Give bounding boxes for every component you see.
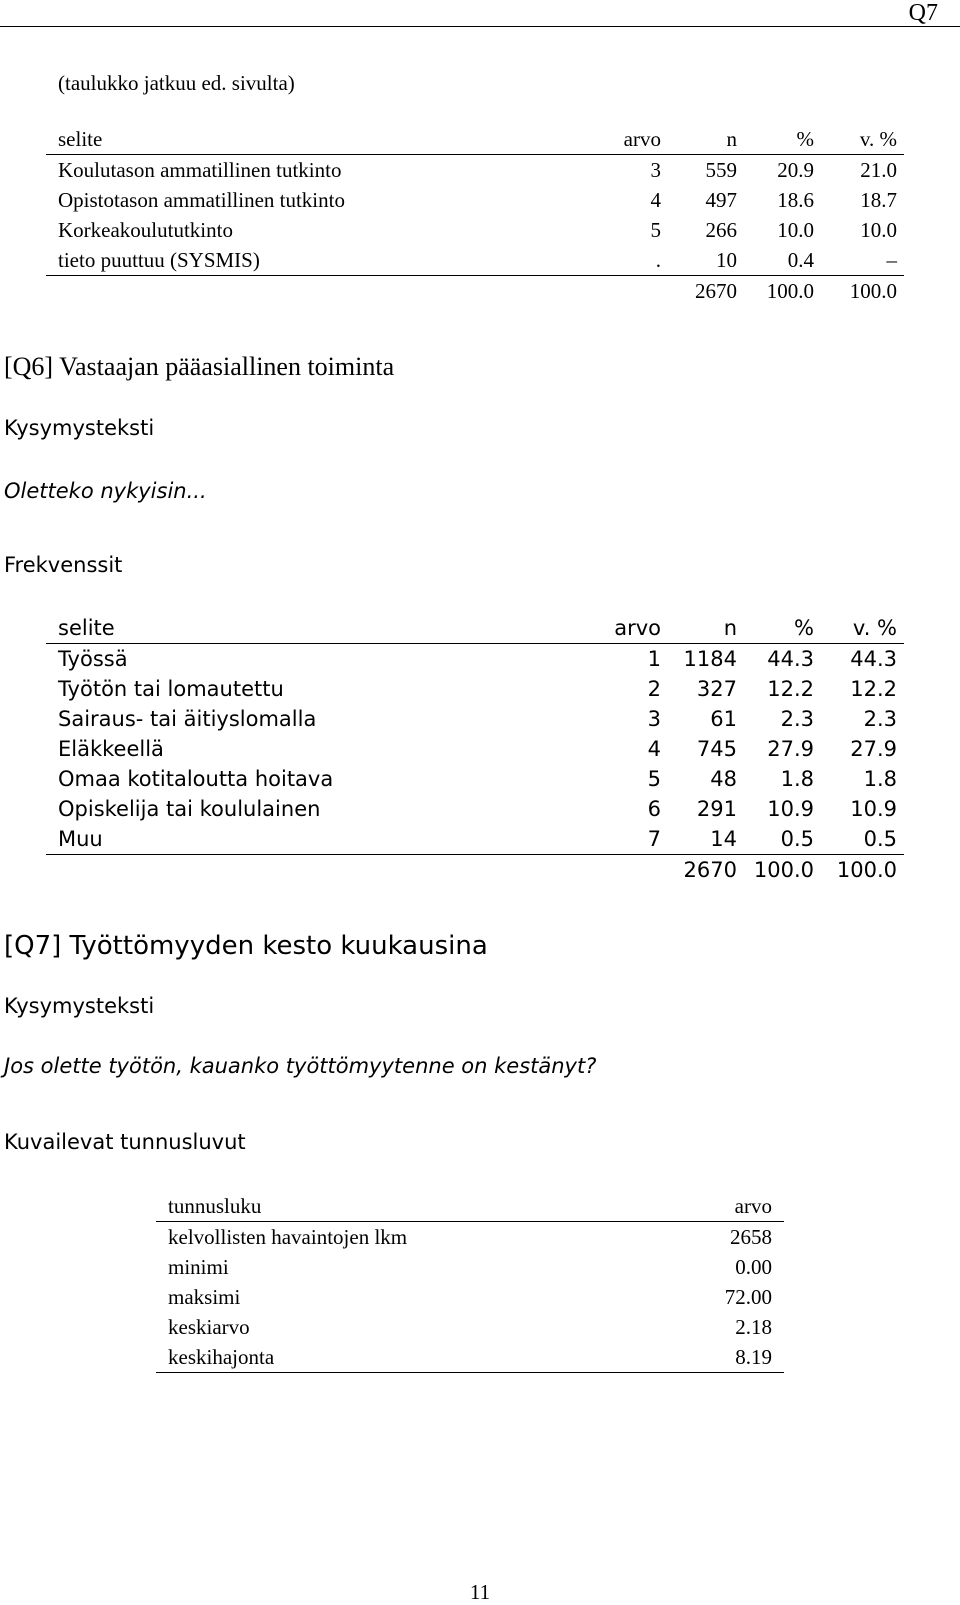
table-row <box>46 824 904 855</box>
table-cell: 10.9 <box>850 797 897 821</box>
table-cell: 10.0 <box>777 218 814 242</box>
column-header: % <box>737 124 814 155</box>
table-row <box>46 794 904 824</box>
column-header: tunnusluku <box>156 1191 588 1222</box>
table-cell: 6 <box>647 797 661 821</box>
table-row <box>46 674 904 704</box>
table-row <box>46 245 904 276</box>
table-row <box>46 644 904 675</box>
table-cell: 327 <box>696 677 737 701</box>
table-cell: 1.8 <box>780 767 814 791</box>
table-cell: 48 <box>710 767 737 791</box>
table-cell: 7 <box>613 824 661 855</box>
table-cell: 0.5 <box>737 824 814 855</box>
table-cell: 27.9 <box>767 737 814 761</box>
column-header: n <box>661 613 737 644</box>
table-cell: 745 <box>696 737 737 761</box>
table-cell: 3 <box>650 158 661 182</box>
table-cell: Eläkkeellä <box>58 737 164 761</box>
table-cell: Opistotason ammatillinen tutkinto <box>58 188 345 212</box>
table-row <box>156 1312 784 1342</box>
table-cell: 559 <box>705 158 737 182</box>
total-cell <box>613 276 661 307</box>
column-header: arvo <box>588 1191 784 1222</box>
q7-descriptives-table <box>156 1191 784 1373</box>
table-header-row <box>156 1191 784 1222</box>
total-cell: 100.0 <box>849 279 897 303</box>
total-cell <box>46 276 613 307</box>
table-cell: 10.0 <box>860 218 897 242</box>
table-row <box>156 1282 784 1312</box>
table-row <box>156 1222 784 1253</box>
column-header: n <box>661 124 737 155</box>
table-cell: 2.3 <box>863 707 897 731</box>
q7-question-heading: Kysymysteksti <box>4 994 155 1018</box>
table-cell: 1.8 <box>863 767 897 791</box>
q7-descriptives-heading: Kuvailevat tunnusluvut <box>4 1130 246 1154</box>
table-cell: Korkeakoulututkinto <box>58 218 233 242</box>
table-header-row <box>46 124 904 155</box>
table-cell: tieto puuttuu (SYSMIS) <box>46 245 613 276</box>
table-cell: minimi <box>168 1255 229 1279</box>
table-cell: keskihajonta <box>156 1342 588 1373</box>
table-cell: keskiarvo <box>168 1315 250 1339</box>
table-cell: Työtön tai lomautettu <box>58 677 284 701</box>
column-header: arvo <box>613 613 661 644</box>
total-cell <box>613 855 661 886</box>
table-cell: 3 <box>647 707 661 731</box>
q6-title: [Q6] Vastaajan pääasiallinen toiminta <box>4 352 395 381</box>
table-cell: 5 <box>647 767 661 791</box>
running-header-label: Q7 <box>908 0 938 26</box>
table-row <box>156 1342 784 1373</box>
frequency-table-continued <box>46 124 904 306</box>
table-header-row <box>46 613 904 644</box>
table-cell: 8.19 <box>588 1342 784 1373</box>
column-header: % <box>737 613 814 644</box>
table-cell: 266 <box>705 218 737 242</box>
table-cell: 497 <box>705 188 737 212</box>
column-header: selite <box>46 124 613 155</box>
column-header: v. % <box>814 124 904 155</box>
table-row <box>46 704 904 734</box>
table-cell: 0.4 <box>737 245 814 276</box>
table-row <box>46 155 904 186</box>
table-cell: – <box>814 245 904 276</box>
q7-title: [Q7] Työttömyyden kesto kuukausina <box>4 931 488 961</box>
q6-question-heading: Kysymysteksti <box>4 416 155 440</box>
table-cell: Opiskelija tai koululainen <box>58 797 321 821</box>
table-cell: 4 <box>650 188 661 212</box>
table-cell: 1 <box>647 647 661 671</box>
table-cell: 2658 <box>730 1225 772 1249</box>
total-cell: 100.0 <box>766 279 814 303</box>
table-cell: 21.0 <box>860 158 897 182</box>
table-cell: 14 <box>661 824 737 855</box>
table-cell: 2.3 <box>780 707 814 731</box>
table-row <box>46 734 904 764</box>
table-cell: Muu <box>46 824 613 855</box>
total-cell: 100.0 <box>753 858 814 882</box>
table-cell: 44.3 <box>767 647 814 671</box>
table-cell: 4 <box>647 737 661 761</box>
table-cell: Koulutason ammatillinen tutkinto <box>58 158 342 182</box>
continued-note: (taulukko jatkuu ed. sivulta) <box>58 71 295 95</box>
table-cell: 2 <box>647 677 661 701</box>
column-header: selite <box>46 613 613 644</box>
table-cell: Työssä <box>58 647 128 671</box>
table-cell: 0.00 <box>735 1255 772 1279</box>
table-row <box>156 1252 784 1282</box>
total-row <box>46 855 904 886</box>
table-cell: Omaa kotitaloutta hoitava <box>58 767 334 791</box>
table-cell: . <box>613 245 661 276</box>
table-cell: 20.9 <box>777 158 814 182</box>
table-cell: 10.9 <box>767 797 814 821</box>
total-cell <box>46 855 613 886</box>
table-row <box>46 185 904 215</box>
table-cell: 27.9 <box>850 737 897 761</box>
table-cell: 10 <box>661 245 737 276</box>
q6-frequencies-heading: Frekvenssit <box>4 553 123 577</box>
table-cell: 18.7 <box>860 188 897 212</box>
column-header: v. % <box>814 613 904 644</box>
total-cell: 2670 <box>683 858 737 882</box>
table-cell: 61 <box>710 707 737 731</box>
table-cell: kelvollisten havaintojen lkm <box>168 1225 408 1249</box>
q6-question-text: Oletteko nykyisin... <box>4 479 207 503</box>
table-cell: 12.2 <box>850 677 897 701</box>
table-cell: 0.5 <box>814 824 904 855</box>
table-cell: 72.00 <box>724 1285 772 1309</box>
page-number: 11 <box>469 1580 491 1604</box>
total-row <box>46 276 904 307</box>
table-cell: Sairaus- tai äitiyslomalla <box>58 707 317 731</box>
table-cell: 5 <box>650 218 661 242</box>
table-cell: maksimi <box>168 1285 241 1309</box>
table-row <box>46 764 904 794</box>
column-header: arvo <box>613 124 661 155</box>
table-cell: 18.6 <box>777 188 814 212</box>
table-cell: 44.3 <box>850 647 897 671</box>
table-cell: 291 <box>696 797 737 821</box>
table-cell: 12.2 <box>767 677 814 701</box>
header-rule <box>0 26 960 27</box>
total-cell: 100.0 <box>836 858 897 882</box>
table-cell: 1184 <box>683 647 737 671</box>
total-cell: 2670 <box>695 279 737 303</box>
table-row <box>46 215 904 245</box>
q7-question-text: Jos olette työtön, kauanko työttömyytenne on kestänyt? <box>4 1054 597 1078</box>
q6-frequency-table <box>46 613 904 885</box>
table-cell: 2.18 <box>735 1315 772 1339</box>
